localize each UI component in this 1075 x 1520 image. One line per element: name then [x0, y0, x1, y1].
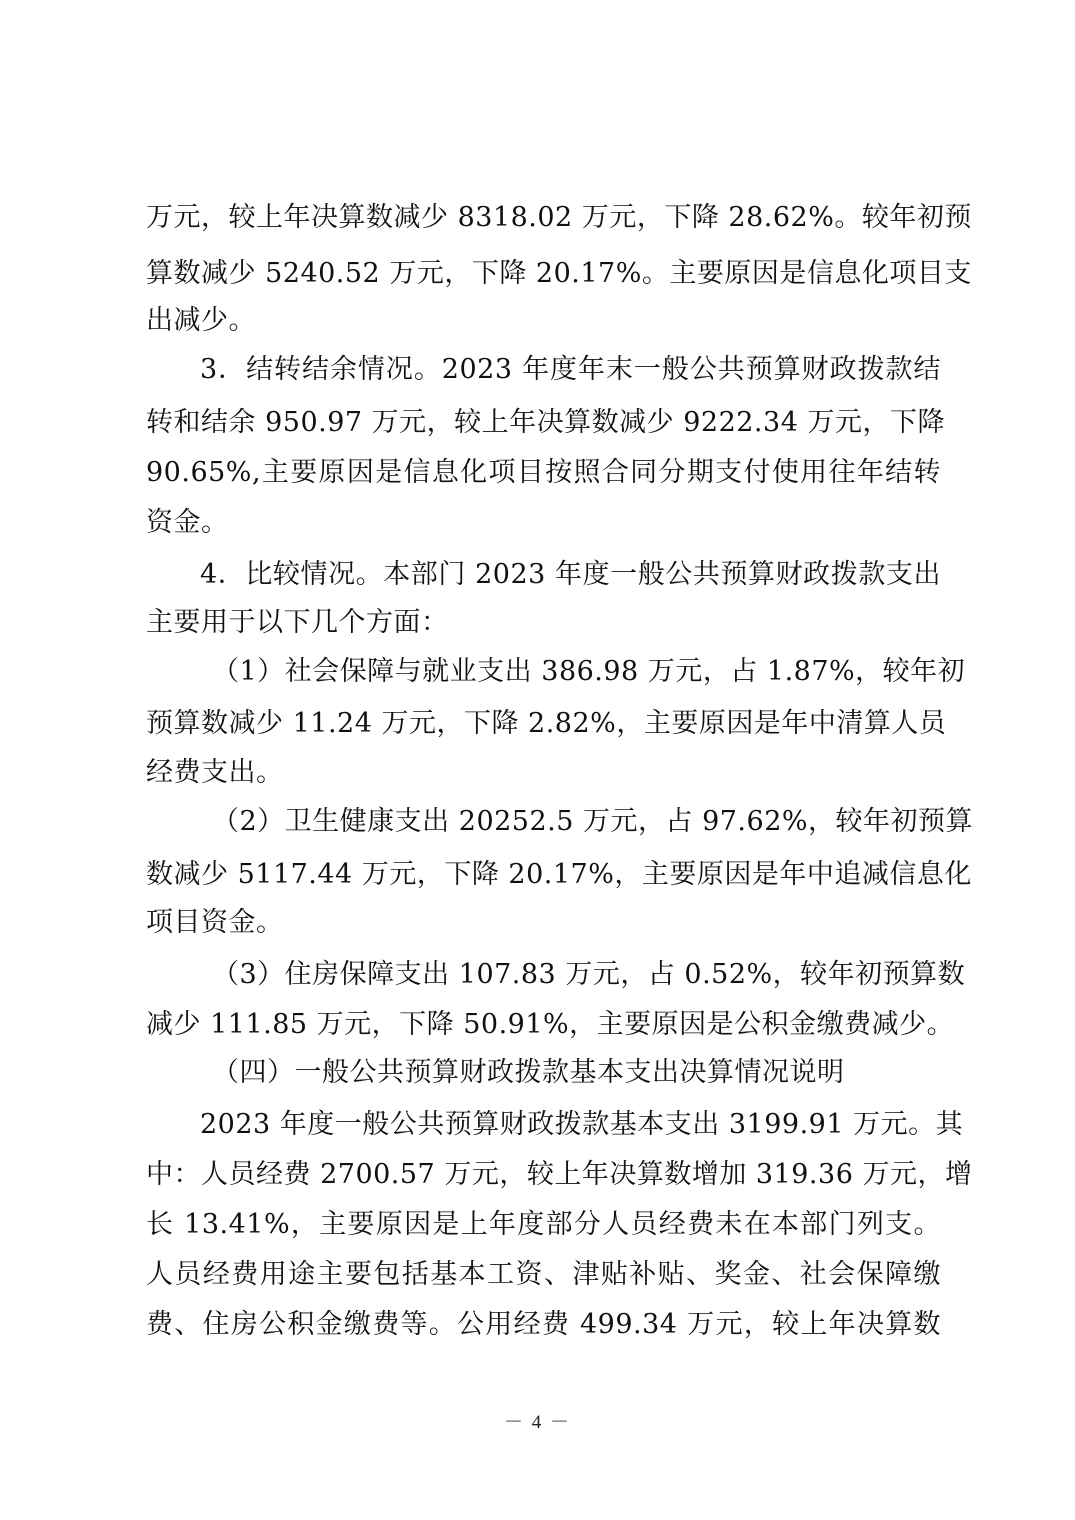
body-text-line: 人员经费用途主要包括基本工资、津贴补贴、奖金、社会保障缴 [146, 1259, 941, 1290]
body-text-line: 数减少 5117.44 万元，下降 20.17%，主要原因是年中追减信息化 [146, 859, 972, 890]
body-text-line: 减少 111.85 万元，下降 50.91%，主要原因是公积金缴费减少。 [146, 1009, 955, 1040]
body-text-line: 主要用于以下几个方面： [146, 607, 449, 638]
body-text-line: 转和结余 950.97 万元，较上年决算数减少 9222.34 万元，下降 [146, 407, 945, 438]
body-text-line: 90.65%,主要原因是信息化项目按照合同分期支付使用往年结转 [146, 457, 941, 488]
page-number: － 4 － [503, 1412, 571, 1433]
body-text-line: 费、住房公积金缴费等。公用经费 499.34 万元，较上年决算数 [146, 1309, 941, 1340]
sub-item-1-line: （1）社会保障与就业支出 386.98 万元，占 1.87%，较年初 [212, 656, 966, 687]
body-text-line: 资金。 [146, 507, 229, 538]
body-text-line: 预算数减少 11.24 万元，下降 2.82%，主要原因是年中清算人员 [146, 708, 947, 739]
body-text-line: 算数减少 5240.52 万元，下降 20.17%。主要原因是信息化项目支 [146, 258, 972, 289]
body-text-line: 经费支出。 [146, 757, 284, 788]
body-text-line: 中：人员经费 2700.57 万元，较上年决算数增加 319.36 万元，增 [146, 1159, 973, 1190]
section-heading: （四）一般公共预算财政拨款基本支出决算情况说明 [212, 1057, 845, 1088]
section-item-4-line: 4．比较情况。本部门 2023 年度一般公共预算财政拨款支出 [200, 559, 941, 590]
sub-item-3-line: （3）住房保障支出 107.83 万元，占 0.52%，较年初预算数 [212, 959, 966, 990]
body-text-line: 出减少。 [146, 305, 256, 336]
body-text-line: 项目资金。 [146, 907, 284, 938]
body-text-line: 万元，较上年决算数减少 8318.02 万元，下降 28.62%。较年初预 [146, 202, 972, 233]
paragraph-first-line: 2023 年度一般公共预算财政拨款基本支出 3199.91 万元。其 [200, 1109, 964, 1140]
section-item-3-line: 3．结转结余情况。2023 年度年末一般公共预算财政拨款结 [200, 354, 941, 385]
body-text-line: 长 13.41%，主要原因是上年度部分人员经费未在本部门列支。 [146, 1209, 941, 1240]
sub-item-2-line: （2）卫生健康支出 20252.5 万元，占 97.62%，较年初预算 [212, 806, 974, 837]
